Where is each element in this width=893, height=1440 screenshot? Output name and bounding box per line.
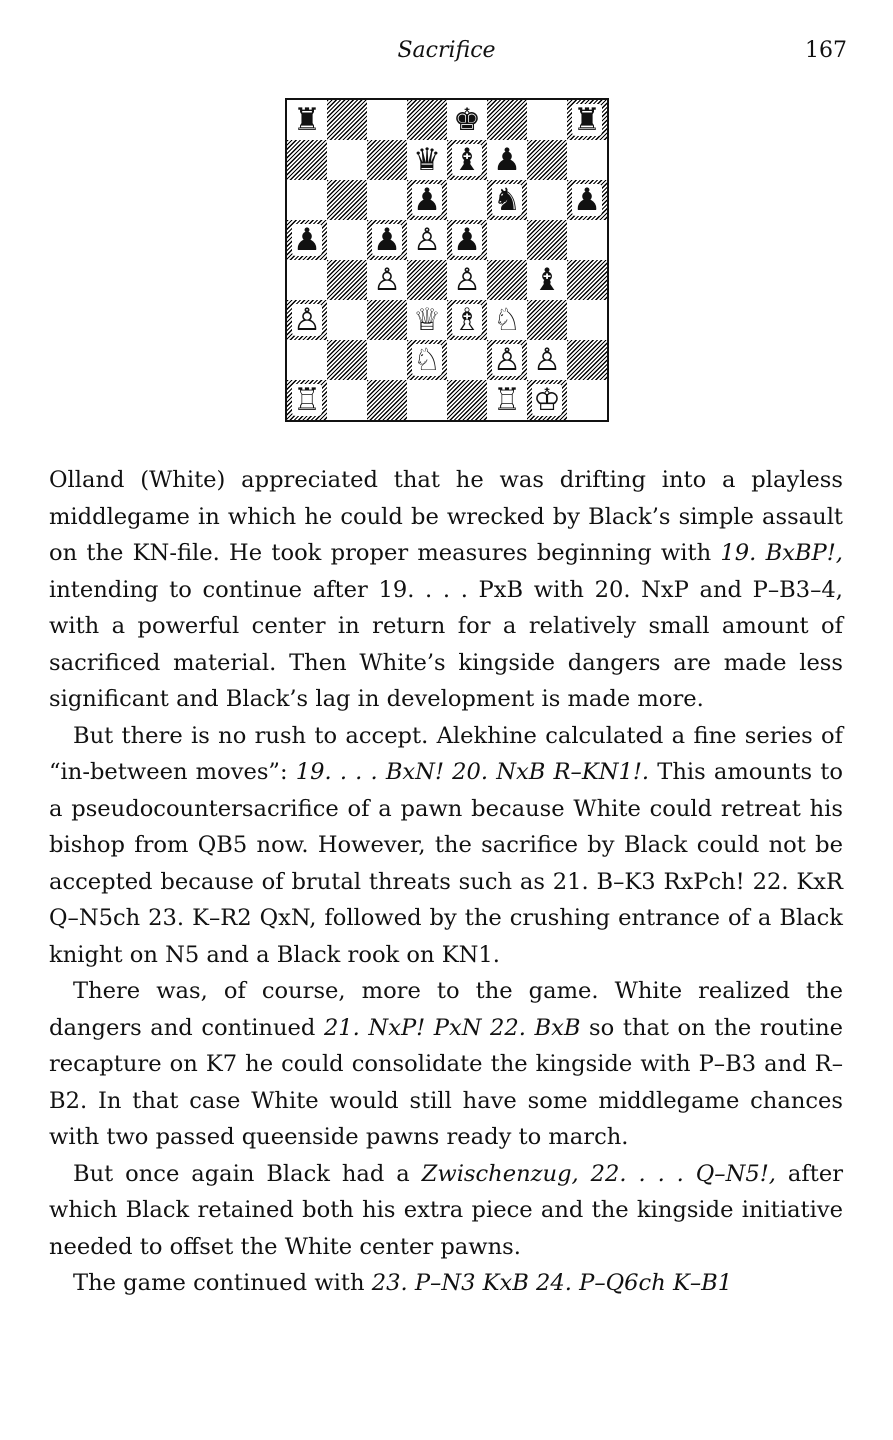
square-f6 [487, 180, 527, 220]
square-a8 [287, 100, 327, 140]
chess-piece-icon: ♞ [493, 182, 521, 218]
square-e5 [447, 220, 487, 260]
chess-piece-icon: ♙ [373, 262, 401, 298]
chess-piece-icon: ♟ [573, 182, 601, 218]
square-g4 [527, 260, 567, 300]
chess-piece-icon: ♟ [493, 142, 521, 178]
chess-piece-icon: ♙ [533, 342, 561, 378]
move-notation: 21. NxP! PxN 22. BxB [323, 1014, 581, 1041]
text-run: But there is no rush to accept. Alekhine calculated a fine series of “in-between moves”: [49, 722, 843, 785]
chess-piece-icon: ♖ [293, 382, 321, 418]
paragraph [49, 718, 843, 974]
chess-piece-icon: ♜ [293, 102, 321, 138]
body-text [49, 462, 843, 1302]
chess-piece-icon: ♖ [493, 382, 521, 418]
square-b4 [327, 260, 367, 300]
chess-piece-icon: ♟ [373, 222, 401, 258]
square-g1 [527, 380, 567, 420]
chess-piece-icon: ♘ [493, 302, 521, 338]
square-b3 [327, 300, 367, 340]
square-h7 [567, 140, 607, 180]
square-d2 [407, 340, 447, 380]
text-run: Olland (White) appreciated that he was drifting into a playless middlegame in which he could be wrecked by Black’s simple assault on the KN-file. He took proper measures beginning with [49, 467, 843, 566]
square-h3 [567, 300, 607, 340]
page-number: 167 [805, 38, 847, 63]
square-g6 [527, 180, 567, 220]
square-f4 [487, 260, 527, 300]
running-title: Sacrifice [397, 38, 496, 63]
chess-piece-icon: ♙ [493, 342, 521, 378]
text-run: There was, of course, more to the game. White realized the dangers and continued [49, 978, 843, 1041]
square-b1 [327, 380, 367, 420]
square-f5 [487, 220, 527, 260]
square-b6 [327, 180, 367, 220]
square-c3 [367, 300, 407, 340]
square-f3 [487, 300, 527, 340]
square-c5 [367, 220, 407, 260]
square-h5 [567, 220, 607, 260]
square-c6 [367, 180, 407, 220]
square-h1 [567, 380, 607, 420]
square-e2 [447, 340, 487, 380]
square-b7 [327, 140, 367, 180]
chess-piece-icon: ♘ [413, 342, 441, 378]
square-e6 [447, 180, 487, 220]
square-e1 [447, 380, 487, 420]
square-e8 [447, 100, 487, 140]
text-run: intending to continue after 19. . . . PxB with 20. NxP and P–B3–4, with a powerful center in return for a relatively small amount of sacrificed material. Then White’s kingside dangers are made less significant and Black’s lag in development is made more. [49, 576, 843, 712]
text-run: so that on the routine recapture on K7 he could consolidate the kingside with P–B3 and R–B2. In that case White would still have some middlegame chances with two passed queenside pawns ready to march. [49, 1014, 844, 1150]
paragraph [49, 1265, 843, 1302]
move-notation: 19. BxBP!, [720, 540, 843, 566]
square-a1 [287, 380, 327, 420]
chess-piece-icon: ♙ [293, 302, 321, 338]
square-c2 [367, 340, 407, 380]
chess-piece-icon: ♗ [453, 302, 481, 338]
move-notation: Zwischenzug, 22. . . . Q–N5!, [421, 1160, 776, 1187]
chess-diagram [285, 98, 609, 422]
paragraph [49, 462, 843, 718]
chess-piece-icon: ♝ [453, 142, 481, 178]
text-run: This amounts to a pseudocountersacrifice of a pawn because White could retreat his bishop from QB5 now. However, the sacrifice by Black could not be accepted because of brutal threats such as 21. B–K3 RxPch! 22. KxR Q–N5ch 23. K–R2 QxN, followed by the crushing entrance of a Black knight on N5 and a Black rook on KN1. [49, 759, 843, 968]
square-h2 [567, 340, 607, 380]
square-e7 [447, 140, 487, 180]
chess-piece-icon: ♔ [533, 382, 561, 418]
text-run: The game continued with [73, 1270, 372, 1296]
square-a6 [287, 180, 327, 220]
square-g3 [527, 300, 567, 340]
square-g7 [527, 140, 567, 180]
square-f8 [487, 100, 527, 140]
chess-piece-icon: ♟ [293, 222, 321, 258]
paragraph [49, 973, 843, 1156]
square-d7 [407, 140, 447, 180]
square-d1 [407, 380, 447, 420]
chess-piece-icon: ♛ [413, 142, 441, 178]
square-g5 [527, 220, 567, 260]
square-a5 [287, 220, 327, 260]
square-h4 [567, 260, 607, 300]
square-f1 [487, 380, 527, 420]
square-b2 [327, 340, 367, 380]
paragraph [49, 1156, 843, 1266]
square-d3 [407, 300, 447, 340]
square-a7 [287, 140, 327, 180]
chess-piece-icon: ♚ [453, 102, 481, 138]
square-a2 [287, 340, 327, 380]
chess-piece-icon: ♕ [413, 302, 441, 338]
square-b5 [327, 220, 367, 260]
chess-piece-icon: ♟ [453, 222, 481, 258]
square-e3 [447, 300, 487, 340]
chess-piece-icon: ♝ [533, 262, 561, 298]
square-f7 [487, 140, 527, 180]
square-g2 [527, 340, 567, 380]
square-d5 [407, 220, 447, 260]
move-notation: 19. . . . BxN! 20. NxB R–KN1!. [295, 759, 650, 785]
square-f2 [487, 340, 527, 380]
square-c1 [367, 380, 407, 420]
chess-piece-icon: ♙ [413, 222, 441, 258]
move-notation: 23. P–N3 KxB 24. P–Q6ch K–B1 [371, 1270, 733, 1296]
running-head [0, 36, 893, 66]
square-g8 [527, 100, 567, 140]
chess-piece-icon: ♜ [573, 102, 601, 138]
square-d4 [407, 260, 447, 300]
square-h8 [567, 100, 607, 140]
square-b8 [327, 100, 367, 140]
square-d6 [407, 180, 447, 220]
square-c8 [367, 100, 407, 140]
square-a4 [287, 260, 327, 300]
square-a3 [287, 300, 327, 340]
chess-piece-icon: ♟ [413, 182, 441, 218]
square-h6 [567, 180, 607, 220]
square-e4 [447, 260, 487, 300]
text-run: But once again Black had a [73, 1160, 422, 1187]
square-d8 [407, 100, 447, 140]
chess-piece-icon: ♙ [453, 262, 481, 298]
text-run: after which Black retained both his extra piece and the kingside initiative needed to offset the White center pawns. [49, 1160, 843, 1260]
square-c7 [367, 140, 407, 180]
square-c4 [367, 260, 407, 300]
